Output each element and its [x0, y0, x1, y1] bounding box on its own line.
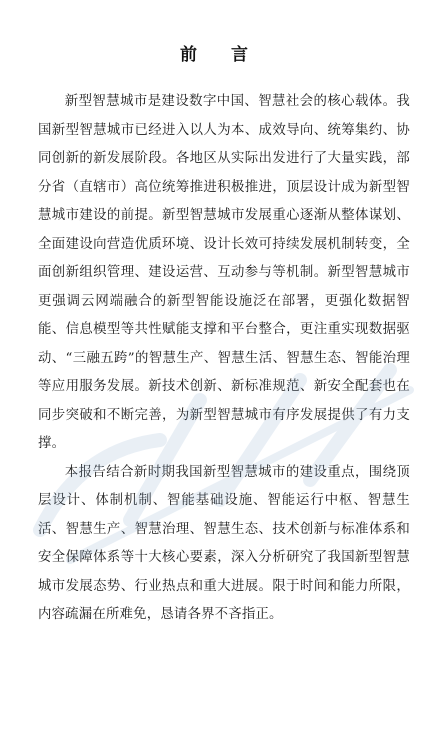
paragraph-1: 新型智慧城市是建设数字中国、智慧社会的核心载体。我国新型智慧城市已经进入以人为本、成效导向、统筹集约、协同创新的新发展阶段。各地区从实际出发进行了大量实践，部分省（直辖市）高位统筹推进积极推进，顶层设计成为新型智慧城市建设的前提。新型智慧城市发展重心逐渐从整体谋划、全面建设向营造优质环境、设计长效可持续发展机制转变，全面创新组织管理、建设运营、互动参与等机制。新型智慧城市更强调云网端融合的新型智能设施泛在部署，更强化数据智能、信息模型等共性赋能支撑和平台整合，更注重实现数据驱动、“三融五跨”的智慧生产、智慧生活、智慧生态、智能治理等应用服务发展。新技术创新、新标准规范、新安全配套也在同步突破和不断完善，为新型智慧城市有序发展提供了有力支撑。 [38, 94, 410, 451]
page-title: 前 言 [180, 45, 262, 65]
document-body [38, 88, 410, 630]
paragraph-2: 本报告结合新时期我国新型智慧城市的建设重点，围绕顶层设计、体制机制、智能基础设施、智能运行中枢、智慧生活、智慧生产、智慧治理、智慧生态、技术创新与标准体系和安全保障体系等十大核心要素，深入分析研究了我国新型智慧城市发展态势、行业热点和重大进展。限于时间和能力所限，内容疏漏在所难免，恳请各界不吝指正。 [38, 464, 410, 622]
